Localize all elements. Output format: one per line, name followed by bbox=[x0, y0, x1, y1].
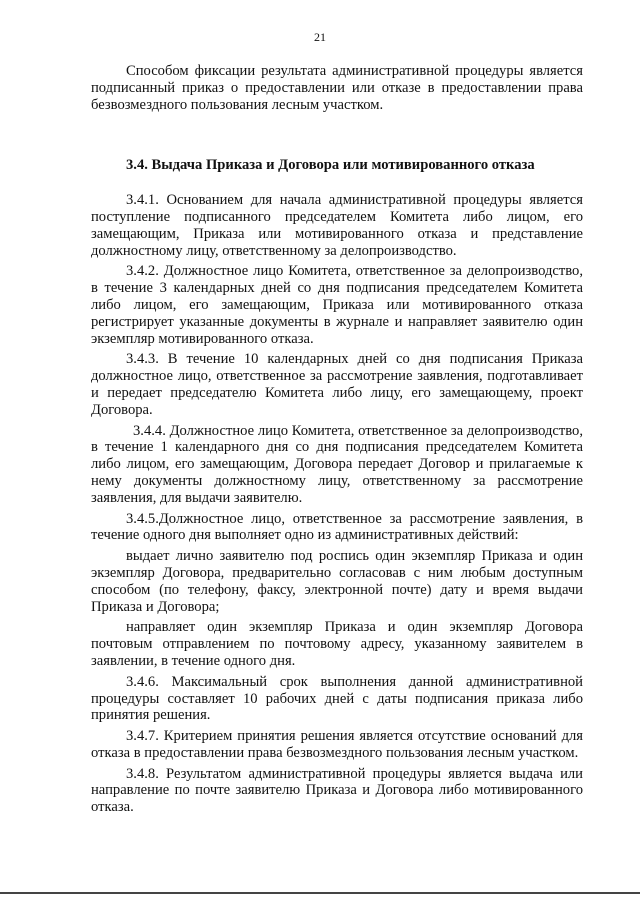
list-item-deliver-in-person: выдает лично заявителю под роспись один экземпляр Приказа и один экземпляр Договора, предварительно согласовав с ним любым доступным способом (по телефону, факсу, электронной почте) дату и время выдачи Приказа и Договора; bbox=[91, 548, 583, 615]
page-number: 21 bbox=[314, 30, 326, 44]
list-item-send-by-post: направляет один экземпляр Приказа и один экземпляр Договора почтовым отправлением по почтовому адресу, указанному заявителем в заявлении, в течение одного дня. bbox=[91, 619, 583, 669]
paragraph-3-4-3: 3.4.3. В течение 10 календарных дней со дня подписания Приказа должностное лицо, ответственное за рассмотрение заявления, подготавливает и передает председателю Комитета либо лицу, его замещающему, проект Договора. bbox=[91, 351, 583, 418]
section-heading: 3.4. Выдача Приказа и Договора или мотивированного отказа bbox=[126, 157, 535, 174]
paragraph-3-4-8: 3.4.8. Результатом административной процедуры является выдача или направление по почте заявителю Приказа и Договора либо мотивированного отказа. bbox=[91, 765, 583, 816]
page-bottom-rule bbox=[0, 892, 640, 894]
paragraph-3-4-2: 3.4.2. Должностное лицо Комитета, ответственное за делопроизводство, в течение 3 календарных дней со дня подписания председателем Комитета либо лицом, его замещающим, Приказа или мотивированного отказа регистрирует указанные документы в журнале и направляет заявителю один экземпляр мотивированного отказа. bbox=[91, 263, 583, 347]
paragraph-3-4-4: 3.4.4. Должностное лицо Комитета, ответственное за делопроизводство, в течение 1 календарного дня со дня подписания председателем Комитета либо лицом, его замещающим, Договора передает Договор и прилагаемые к нему документы должностному лицу, ответственному за рассмотрение заявления, для выдачи заявителю. bbox=[91, 422, 583, 506]
paragraph-3-4-1: 3.4.1. Основанием для начала административной процедуры является поступление подписанного председателем Комитета либо лицом, его замещающим, Приказа или мотивированного отказа и представление должностному лицу, ответственному за делопроизводство. bbox=[91, 192, 583, 259]
paragraph-3-4-7: 3.4.7. Критерием принятия решения является отсутствие оснований для отказа в предоставлении права безвозмездного пользования лесным участком. bbox=[91, 728, 583, 761]
paragraph-3-4-5: 3.4.5.Должностное лицо, ответственное за рассмотрение заявления, в течение одного дня выполняет одно из административных действий: bbox=[91, 510, 583, 544]
intro-paragraph: Способом фиксации результата административной процедуры является подписанный приказ о предоставлении или отказе в предоставлении права безвозмездного пользования лесным участком. bbox=[91, 63, 583, 113]
paragraph-3-4-6: 3.4.6. Максимальный срок выполнения данной административной процедуры составляет 10 рабочих дней с даты подписания приказа либо принятия решения. bbox=[91, 673, 583, 724]
document-body bbox=[91, 63, 583, 816]
